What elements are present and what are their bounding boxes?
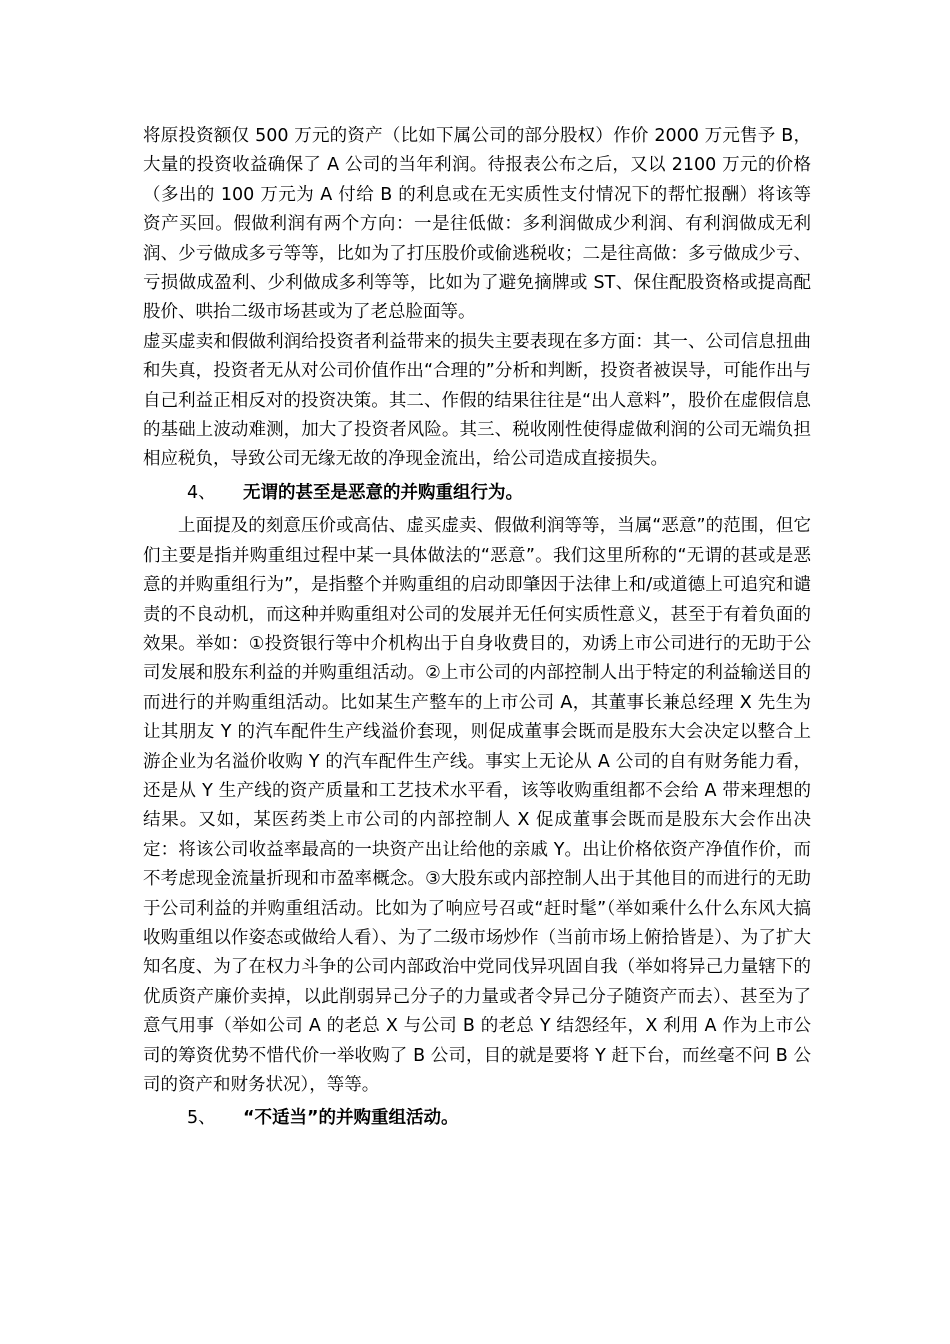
document-body: [143, 122, 811, 1138]
paragraph-investor-loss: 虚买虚卖和假做利润给投资者利益带来的损失主要表现在多方面：其一、公司信息扭曲和失真，投资者无从对公司价值作出“合理的”分析和判断，投资者被误导，可能作出与自己利益正相反对的投资决策。其二、作假的结果往往是“出人意料”，股价在虚假信息的基础上波动难测，加大了投资者风险。其三、税收刚性使得虚做利润的公司无端负担相应税负，导致公司无缘无故的净现金流出，给公司造成直接损失。: [143, 331, 811, 470]
section-number: 5、: [187, 1108, 216, 1129]
section-number: 4、: [187, 482, 216, 503]
section-title: “不适当”的并购重组活动。: [243, 1108, 459, 1129]
section-heading-4: [143, 479, 811, 508]
paragraph-malicious-mna: 上面提及的刻意压价或高估、虚买虚卖、假做利润等等，当属“恶意”的范围，但它们主要是指并购重组过程中某一具体做法的“恶意”。我们这里所称的“无谓的甚或是恶意的并购重组行为”，是指整个并购重组的启动即肇因于法律上和/或道德上可追究和谴责的不良动机，而这种并购重组对公司的发展并无任何实质性意义，甚至于有着负面的效果。举如：①投资银行等中介机构出于自身收费目的，劝诱上市公司进行的无助于公司发展和股东利益的并购重组活动。②上市公司的内部控制人出于特定的利益输送目的而进行的并购重组活动。比如某生产整车的上市公司 A，其董事长兼总经理 X 先生为让其朋友 Y 的汽车配件生产线溢价套现，则促成董事会既而是股东大会决定以整合上游企业为名溢价收购 Y 的汽车配件生产线。事实上无论从 A 公司的自有财务能力看，还是从 Y 生产线的资产质量和工艺技术水平看，该等收购重组都不会给 A 带来理想的结果。又如，某医药类上市公司的内部控制人 X 促成董事会既而是股东大会作出决定：将该公司收益率最高的一块资产出让给他的亲戚 Y。出让价格依资产净值作价，而不考虑现金流量折现和市盈率概念。③大股东或内部控制人出于其他目的而进行的无助于公司利益的并购重组活动。比如为了响应号召或“赶时髦”（举如乘什么什么东风大搞收购重组以作姿态或做给人看）、为了二级市场炒作（当前市场上俯拾皆是）、为了扩大知名度、为了在权力斗争的公司内部政治中党同伐异巩固自我（举如将异己力量辖下的优质资产廉价卖掉，以此削弱异己分子的力量或者令异己分子随资产而去）、甚至为了意气用事（举如公司 A 的老总 X 与公司 B 的老总 Y 结怨经年，X 利用 A 作为上市公司的筹资优势不惜代价一举收购了 B 公司，目的就是要将 Y 赶下台，而丝毫不问 B 公司的资产和财务状况），等等。: [143, 516, 811, 1095]
section-heading-5: [143, 1104, 811, 1133]
paragraph-fake-profit: 将原投资额仅 500 万元的资产（比如下属公司的部分股权）作价 2000 万元售予 B，大量的投资收益确保了 A 公司的当年利润。待报表公布之后，又以 2100 万元的价格（多出的 100 万元为 A 付给 B 的利息或在无实质性支付情况下的帮忙报酬）将该等资产买回。假做利润有两个方向：一是往低做：多利润做成少利润、有利润做成无利润、少亏做成多亏等等，比如为了打压股价或偷逃税收；二是往高做：多亏做成少亏、亏损做成盈利、少利做成多利等等，比如为了避免摘牌或 ST、保住配股资格或提高配股价、哄抬二级市场甚或为了老总脸面等。: [143, 126, 811, 323]
section-title: 无谓的甚至是恶意的并购重组行为。: [243, 482, 523, 503]
